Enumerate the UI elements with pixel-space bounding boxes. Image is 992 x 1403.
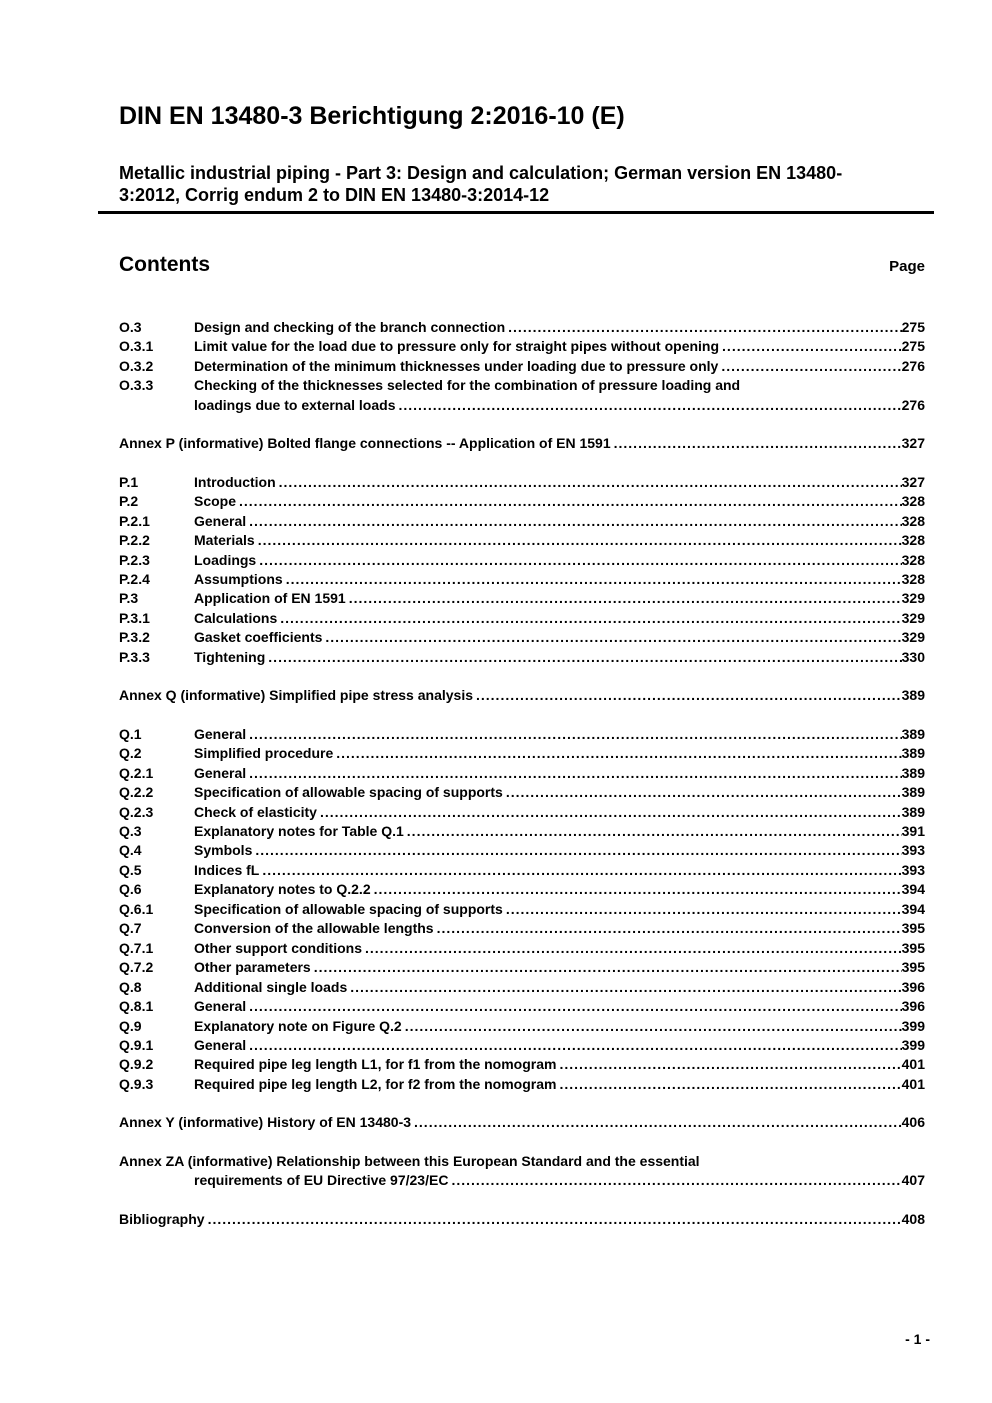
- toc-entry: [119, 880, 925, 899]
- toc-entry-page: 329: [901, 590, 925, 607]
- toc-entry-number: Q.7.1: [119, 939, 154, 956]
- toc-entry: [119, 376, 925, 395]
- toc-group-annex-p: [119, 434, 925, 453]
- toc-entry-page: 276: [901, 357, 925, 374]
- toc-entry-title: General: [194, 512, 247, 529]
- toc-entry-page: 395: [901, 959, 925, 976]
- toc-entry-number: Q.6.1: [119, 900, 154, 917]
- dot-leader: [320, 803, 902, 822]
- toc-annex-entry: [119, 1113, 925, 1132]
- dot-leader: [414, 1113, 902, 1132]
- toc-entry-number: Q.4: [119, 842, 142, 859]
- toc-entry-title: loadings due to external loads: [194, 396, 396, 413]
- toc-entry-title: requirements of EU Directive 97/23/EC: [194, 1172, 449, 1189]
- toc-entry-number: Q.7.2: [119, 959, 154, 976]
- toc-entry: [119, 919, 925, 938]
- toc-entry-page: 394: [901, 900, 925, 917]
- toc-entry-title: Bibliography: [119, 1210, 205, 1227]
- toc-entry-title: General: [194, 725, 247, 742]
- toc-annex-entry: [119, 434, 925, 453]
- toc-entry-number: P.2.1: [119, 512, 150, 529]
- toc-entry: [119, 764, 925, 783]
- dot-leader: [506, 783, 902, 802]
- toc-entry-title: Additional single loads: [194, 978, 348, 995]
- toc-entry: [119, 337, 925, 356]
- toc-entry: [119, 628, 925, 647]
- toc-entry-page: 395: [901, 939, 925, 956]
- toc-group-bibliography: [119, 1210, 925, 1229]
- toc-entry-number: O.3: [119, 319, 142, 335]
- toc-entry-page: 399: [901, 1036, 925, 1053]
- toc-entry-title: Scope: [194, 493, 237, 510]
- toc-entry-page: 328: [901, 493, 925, 510]
- toc-entry-page: 393: [901, 861, 925, 878]
- toc-entry: [119, 473, 925, 492]
- toc-entry-title: Specification of allowable spacing of supports: [194, 784, 503, 801]
- toc-annex-entry: [119, 686, 925, 705]
- toc-entry-number: P.3.1: [119, 609, 150, 626]
- toc-entry-title: General: [194, 998, 247, 1015]
- toc-entry-title: Annex Q (informative) Simplified pipe stress analysis: [119, 687, 473, 704]
- toc-entry: [119, 783, 925, 802]
- toc-entry: [119, 1036, 925, 1055]
- toc-entry-number: P.2.3: [119, 551, 150, 568]
- toc-entry-title: Specification of allowable spacing of supports: [194, 900, 503, 917]
- toc-entry-title: Design and checking of the branch connection: [194, 319, 506, 335]
- toc-entry-page: 406: [901, 1114, 925, 1131]
- toc-entry-page: 389: [901, 803, 925, 820]
- dot-leader: [476, 686, 902, 705]
- toc-entry-number: Q.9.3: [119, 1075, 154, 1092]
- toc-annex-entry: [119, 1152, 925, 1171]
- toc-entry-number: P.2.4: [119, 570, 150, 587]
- toc-entry-title: Simplified procedure: [194, 745, 334, 762]
- toc-entry-number: Q.5: [119, 861, 142, 878]
- toc-entry-title: General: [194, 764, 247, 781]
- page-column-label: Page: [889, 258, 925, 275]
- toc-entry-title: General: [194, 1036, 247, 1053]
- toc-entry-number: P.1: [119, 473, 139, 490]
- toc-entry-title: Assumptions: [194, 570, 283, 587]
- toc-entry: [119, 492, 925, 511]
- dot-leader: [506, 900, 902, 919]
- toc-entry: [119, 648, 925, 667]
- toc-entry-page: 399: [901, 1017, 925, 1034]
- dot-leader: [374, 880, 902, 899]
- toc-entry-number: P.3: [119, 590, 139, 607]
- dot-leader: [325, 628, 901, 647]
- toc-entry-page: 401: [901, 1075, 925, 1092]
- dot-leader: [249, 512, 902, 531]
- toc-entry-number: Q.7: [119, 920, 142, 937]
- toc-entry-page: 389: [901, 725, 925, 742]
- toc-entry: [119, 822, 925, 841]
- toc-entry: [119, 531, 925, 550]
- dot-leader: [268, 648, 901, 667]
- dot-leader: [259, 551, 901, 570]
- toc-entry: [119, 551, 925, 570]
- dot-leader: [239, 492, 902, 511]
- toc-entry-number: Q.9.2: [119, 1056, 154, 1073]
- toc-entry-title: Conversion of the allowable lengths: [194, 920, 434, 937]
- toc-entry-title: Gasket coefficients: [194, 629, 323, 646]
- toc-entry: [119, 997, 925, 1016]
- toc-entry: [119, 357, 925, 376]
- toc-entry-page: 396: [901, 998, 925, 1015]
- toc-entry-title: Loadings: [194, 551, 257, 568]
- contents-heading: Contents: [119, 253, 210, 276]
- toc-entry-title: Annex ZA (informative) Relationship between this European Standard and the essential: [119, 1152, 700, 1169]
- toc-entry-page: 401: [901, 1056, 925, 1073]
- toc-entry-number: P.2.2: [119, 532, 150, 549]
- toc-entry: [119, 570, 925, 589]
- toc-entry-continuation: [119, 1171, 925, 1190]
- toc-entry-number: Q.2.3: [119, 803, 154, 820]
- toc-entry: [119, 978, 925, 997]
- toc-group-q: [119, 725, 925, 1095]
- toc-group-o: [119, 318, 925, 415]
- toc-entry-title: Required pipe leg length L2, for f2 from the nomogram: [194, 1075, 557, 1092]
- toc-entry-number: Q.8: [119, 978, 142, 995]
- dot-leader: [262, 861, 901, 880]
- toc-entry-title: Other parameters: [194, 959, 311, 976]
- toc-entry-number: Q.2: [119, 745, 142, 762]
- toc-group-annex-y: [119, 1113, 925, 1132]
- toc-entry-number: Q.3: [119, 822, 142, 839]
- toc-entry-page: 407: [901, 1172, 925, 1189]
- document-page: [119, 0, 925, 1229]
- toc-entry-page: 391: [901, 822, 925, 839]
- toc-entry-page: 327: [901, 435, 925, 452]
- dot-leader: [349, 589, 902, 608]
- toc-entry: [119, 803, 925, 822]
- toc-entry-title: Explanatory notes to Q.2.2: [194, 881, 371, 898]
- dot-leader: [407, 822, 902, 841]
- toc-entry-number: O.3.1: [119, 338, 154, 355]
- dot-leader: [249, 764, 902, 783]
- toc-entry-number: O.3.3: [119, 377, 154, 394]
- toc-entry-number: Q.2.1: [119, 764, 154, 781]
- dot-leader: [249, 997, 902, 1016]
- toc-entry-title: Other support conditions: [194, 939, 362, 956]
- toc-entry: [119, 958, 925, 977]
- toc-entry-page: 328: [901, 512, 925, 529]
- toc-entry-title: Materials: [194, 532, 255, 549]
- footer-page-number: - 1 -: [905, 1331, 930, 1347]
- toc-entry-number: Q.6: [119, 881, 142, 898]
- toc-entry-page: 394: [901, 881, 925, 898]
- dot-leader: [280, 609, 901, 628]
- toc-entry-page: 328: [901, 532, 925, 549]
- dot-leader: [398, 396, 901, 415]
- toc-entry: [119, 861, 925, 880]
- dot-leader: [365, 939, 902, 958]
- toc-entry: [119, 609, 925, 628]
- toc-entry-title: Indices fL: [194, 861, 260, 878]
- toc-entry-title: Determination of the minimum thicknesses under loading due to pressure only: [194, 357, 719, 374]
- toc-entry: [119, 725, 925, 744]
- toc-entry-number: O.3.2: [119, 357, 154, 374]
- dot-leader: [350, 978, 901, 997]
- toc-entry-page: 389: [901, 687, 925, 704]
- dot-leader: [437, 919, 902, 938]
- document-subtitle-line1: Metallic industrial piping - Part 3: Design and calculation; German version EN 13480-: [119, 163, 843, 183]
- toc-entry: [119, 841, 925, 860]
- toc-entry-title: Explanatory notes for Table Q.1: [194, 822, 404, 839]
- toc-entry: [119, 1055, 925, 1074]
- toc-entry-page: 393: [901, 842, 925, 859]
- dot-leader: [286, 570, 902, 589]
- dot-leader: [721, 357, 901, 376]
- toc-entry-number: Q.1: [119, 725, 142, 742]
- toc-entry-title: Required pipe leg length L1, for f1 from the nomogram: [194, 1056, 557, 1073]
- contents-header: [119, 253, 925, 276]
- dot-leader: [258, 531, 902, 550]
- toc-entry-title: Checking of the thicknesses selected for the combination of pressure loading and: [194, 377, 741, 394]
- toc-entry-title: Application of EN 1591: [194, 590, 346, 607]
- dot-leader: [255, 841, 901, 860]
- dot-leader: [559, 1055, 901, 1074]
- dot-leader: [614, 434, 902, 453]
- document-subtitle-line2: 3:2012, Corrig endum 2 to DIN EN 13480-3:2014-12: [119, 184, 550, 205]
- dot-leader: [279, 473, 902, 492]
- toc-entry: [119, 512, 925, 531]
- toc-entry: [119, 1075, 925, 1094]
- toc-entry-continuation: [119, 396, 925, 415]
- toc-group-p: [119, 473, 925, 668]
- toc-entry-number: Q.8.1: [119, 998, 154, 1015]
- toc-group-annex-za: [119, 1152, 925, 1191]
- toc-entry-page: 328: [901, 570, 925, 587]
- toc-entry-page: 389: [901, 784, 925, 801]
- toc-annex-entry: [119, 1210, 925, 1229]
- toc-entry-page: 396: [901, 978, 925, 995]
- document-title: DIN EN 13480-3 Berichtigung 2:2016-10 (E): [119, 102, 625, 130]
- toc-entry-title: Calculations: [194, 609, 278, 626]
- toc-entry-number: P.3.3: [119, 648, 150, 665]
- toc-entry: [119, 939, 925, 958]
- toc-entry-page: 329: [901, 629, 925, 646]
- dot-leader: [508, 318, 901, 337]
- toc-entry-title: Introduction: [194, 473, 276, 490]
- toc-entry-page: 276: [901, 396, 925, 413]
- toc-entry-title: Limit value for the load due to pressure only for straight pipes without opening: [194, 338, 720, 355]
- toc-entry-title: Symbols: [194, 842, 253, 859]
- dot-leader: [559, 1075, 901, 1094]
- dot-leader: [451, 1171, 901, 1190]
- dot-leader: [314, 958, 902, 977]
- toc-entry-page: 389: [901, 764, 925, 781]
- dot-leader: [405, 1017, 902, 1036]
- dot-leader: [722, 337, 902, 356]
- toc-entry-number: Q.9.1: [119, 1036, 154, 1053]
- toc-entry-number: Q.9: [119, 1017, 142, 1034]
- toc-entry: [119, 900, 925, 919]
- document-subtitle: [98, 163, 934, 214]
- toc-entry-page: 275: [901, 338, 925, 355]
- toc-entry-title: Tightening: [194, 648, 266, 665]
- toc-entry-title: Annex Y (informative) History of EN 13480-3: [119, 1114, 412, 1131]
- dot-leader: [249, 725, 902, 744]
- toc-entry-title: Check of elasticity: [194, 803, 317, 820]
- toc-entry: [119, 589, 925, 608]
- toc-entry-page: 389: [901, 745, 925, 762]
- dot-leader: [208, 1210, 902, 1229]
- toc-entry-page: 328: [901, 551, 925, 568]
- toc-entry-page: 408: [901, 1210, 925, 1227]
- toc-entry-page: 275: [901, 319, 925, 335]
- toc-entry-page: 329: [901, 609, 925, 626]
- toc-entry: [119, 1017, 925, 1036]
- toc-entry-page: 327: [901, 473, 925, 490]
- toc-entry-title: Explanatory note on Figure Q.2: [194, 1017, 402, 1034]
- toc-entry-number: P.3.2: [119, 629, 150, 646]
- toc-group-annex-q: [119, 686, 925, 705]
- toc-entry: [119, 318, 925, 337]
- dot-leader: [336, 744, 901, 763]
- toc-entry: [119, 744, 925, 763]
- toc-entry-number: P.2: [119, 493, 139, 510]
- dot-leader: [249, 1036, 902, 1055]
- table-of-contents: [119, 318, 925, 1229]
- toc-entry-number: Q.2.2: [119, 784, 154, 801]
- toc-entry-title: Annex P (informative) Bolted flange connections -- Application of EN 1591: [119, 435, 611, 452]
- toc-entry-page: 330: [901, 648, 925, 665]
- toc-entry-page: 395: [901, 920, 925, 937]
